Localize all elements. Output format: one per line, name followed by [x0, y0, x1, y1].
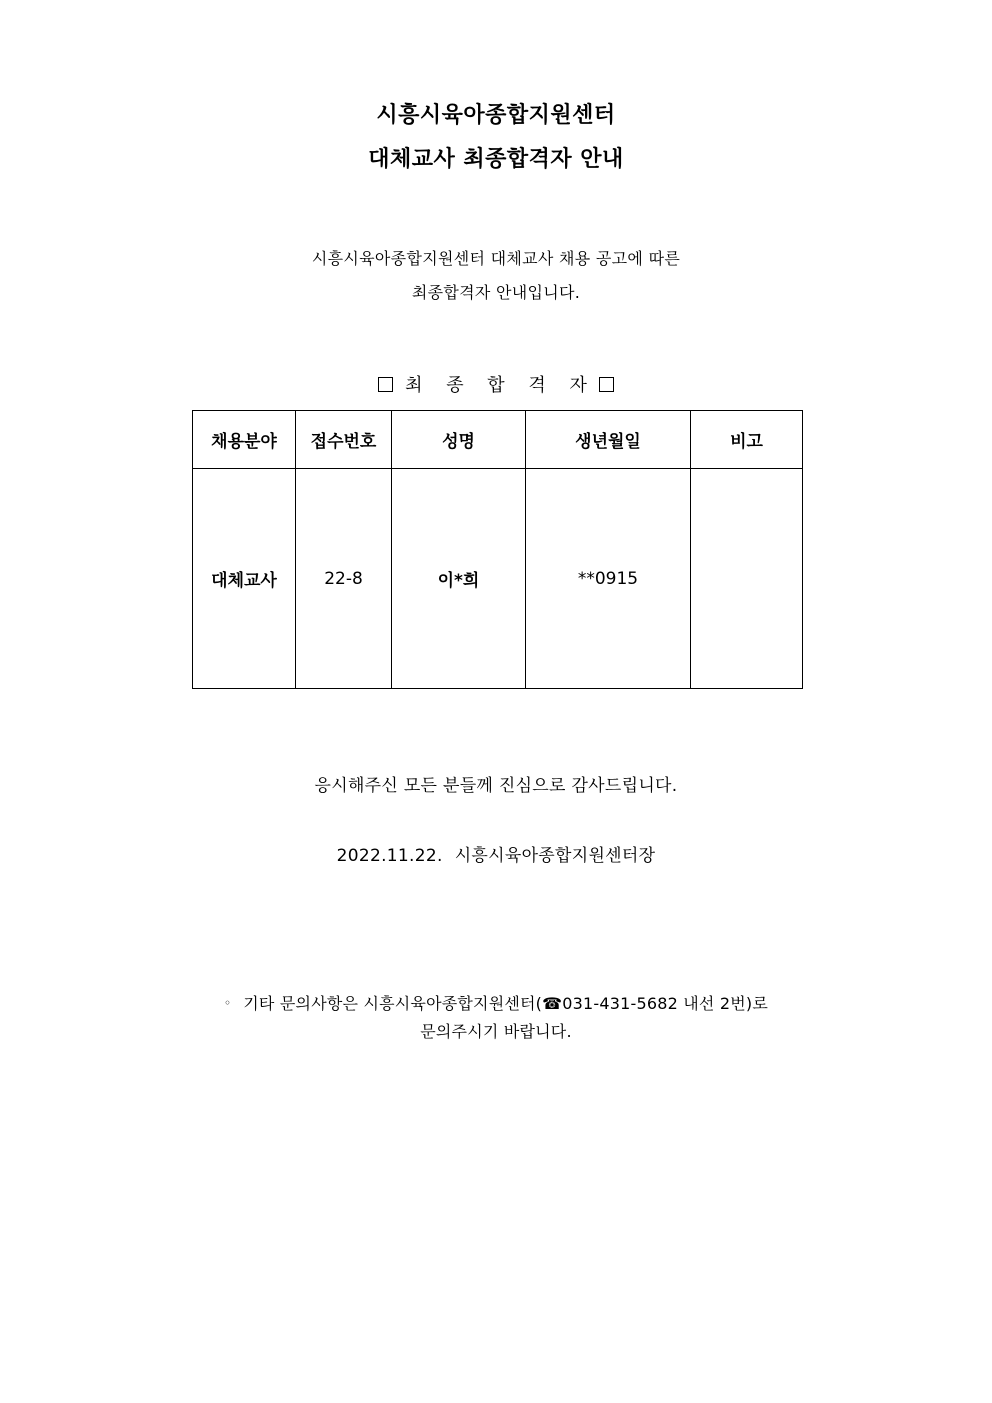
intro-line-2: 최종합격자 안내입니다. [411, 283, 581, 302]
column-header-number: 접수번호 [296, 411, 392, 469]
section-heading-text: 최 종 합 격 자 [405, 375, 596, 396]
announcement-date: 2022.11.22. [336, 846, 443, 866]
document-title: 대체교사 최종합격자 안내 [368, 147, 624, 172]
square-box-icon [378, 377, 393, 392]
section-heading [0, 371, 992, 397]
cell-birthdate: **0915 [526, 469, 691, 689]
table-header-row [193, 411, 803, 469]
signature-line [0, 841, 992, 866]
column-header-field: 채용분야 [193, 411, 296, 469]
column-header-birthdate: 생년월일 [526, 411, 691, 469]
org-title: 시흥시육아종합지원센터 [376, 103, 616, 128]
signer-title: 시흥시육아종합지원센터장 [454, 846, 656, 866]
final-results-table [192, 410, 803, 689]
thanks-message: 응시해주신 모든 분들께 진심으로 감사드립니다. [314, 776, 678, 796]
column-header-remarks: 비고 [691, 411, 803, 469]
contact-text-1: 기타 문의사항은 시흥시육아종합지원센터(☎031-431-5682 내선 2번)로 [243, 994, 768, 1013]
cell-remarks [691, 469, 803, 689]
table-row [193, 469, 803, 689]
square-box-icon [599, 377, 614, 392]
column-header-name: 성명 [392, 411, 526, 469]
cell-number: 22-8 [296, 469, 392, 689]
contact-line-1 [0, 991, 992, 1014]
contact-line-2: 문의주시기 바랍니다. [420, 1022, 572, 1041]
cell-name: 이*희 [392, 469, 526, 689]
bullet-icon: ◦ [224, 996, 232, 1010]
intro-line-1: 시흥시육아종합지원센터 대체교사 채용 공고에 따른 [311, 249, 681, 268]
cell-field: 대체교사 [193, 469, 296, 689]
